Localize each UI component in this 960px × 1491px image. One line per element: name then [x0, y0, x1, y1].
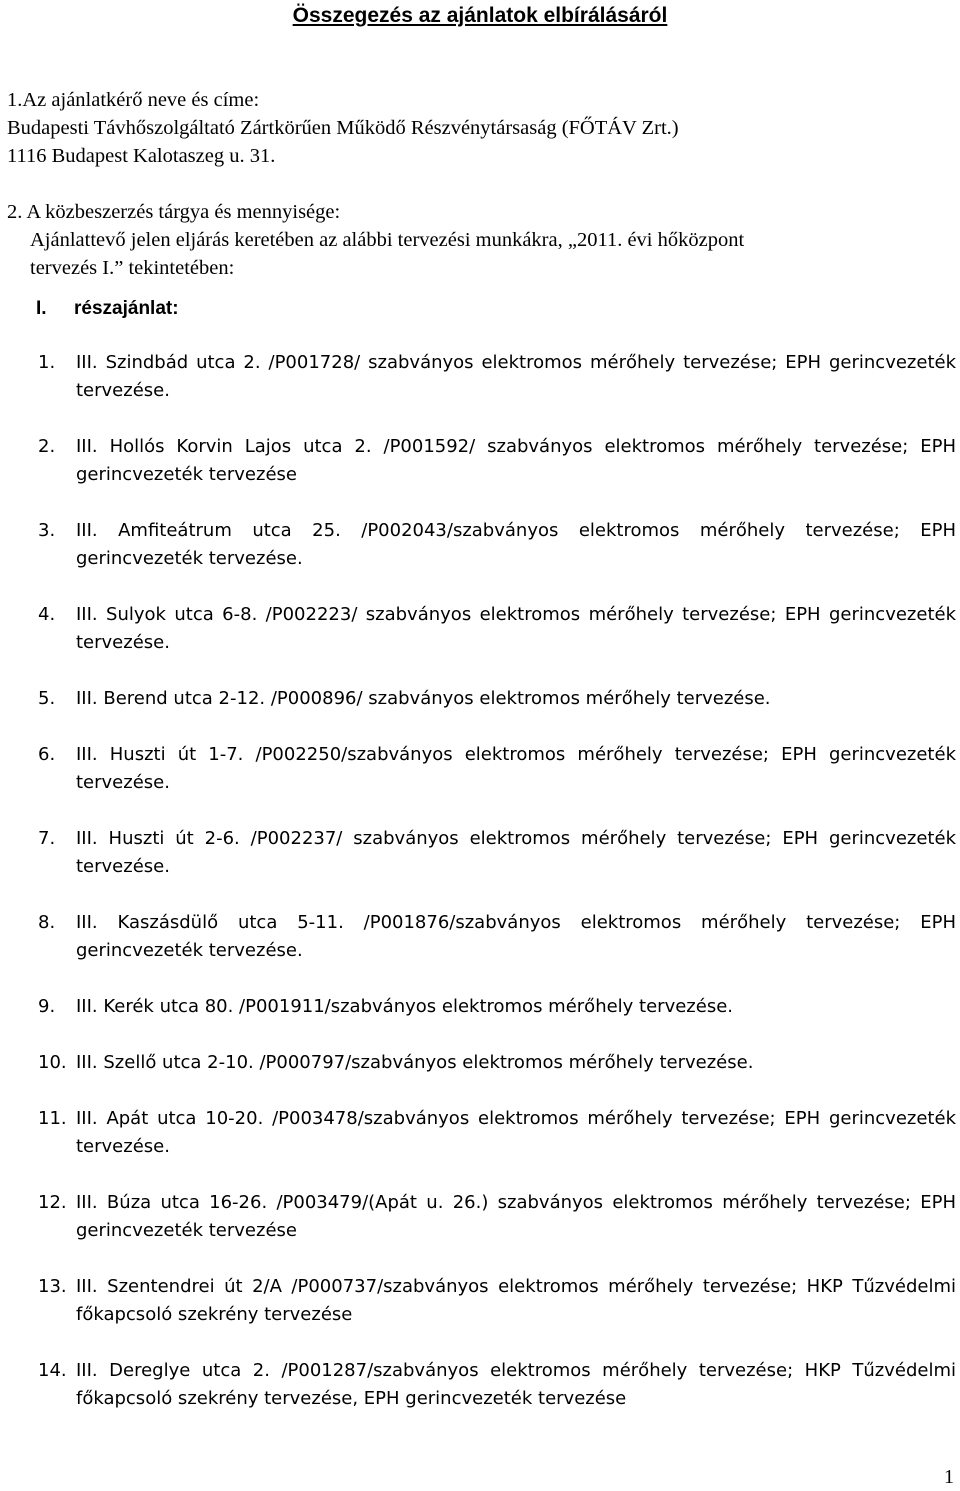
- list-item: [38, 1273, 956, 1329]
- item-number: 6.: [38, 744, 56, 765]
- item-text: III. Dereglye utca 2. /P001287/szabványos elektromos mérőhely tervezése; HKP Tűzvédelmi főkapcsoló szekrény tervezése, EPH gerincvezeték tervezése: [76, 1360, 956, 1409]
- list-item: [38, 601, 956, 657]
- page-title: Összegezés az ajánlatok elbírálásáról: [292, 4, 668, 27]
- lot-heading: [36, 296, 179, 322]
- item-number: 10.: [38, 1052, 67, 1073]
- item-number: 14.: [38, 1360, 67, 1381]
- item-text: III. Berend utca 2-12. /P000896/ szabványos elektromos mérőhely tervezése.: [76, 688, 771, 709]
- item-text: III. Szentendrei út 2/A /P000737/szabványos elektromos mérőhely tervezése; HKP Tűzvédelmi főkapcsoló szekrény tervezése: [76, 1276, 956, 1325]
- list-item: [38, 1049, 956, 1077]
- item-number: 13.: [38, 1276, 67, 1297]
- lot-number: I.: [36, 298, 47, 319]
- item-number: 9.: [38, 996, 56, 1017]
- item-number: 11.: [38, 1108, 67, 1129]
- list-item: [38, 517, 956, 573]
- list-item: [38, 909, 956, 965]
- item-text: III. Szindbád utca 2. /P001728/ szabványos elektromos mérőhely tervezése; EPH gerincvezeték tervezése.: [76, 352, 956, 401]
- item-text: III. Amfiteátrum utca 25. /P002043/szabványos elektromos mérőhely tervezése; EPH gerincvezeték tervezése.: [76, 520, 956, 569]
- list-item: [38, 825, 956, 881]
- section-heading: 2. A közbeszerzés tárgya és mennyisége:: [7, 201, 341, 223]
- subject-line: Ajánlattevő jelen eljárás keretében az alábbi tervezési munkákra, „2011. évi hőközpont: [30, 229, 745, 251]
- list-item: [38, 993, 956, 1021]
- item-text: III. Kerék utca 80. /P001911/szabványos elektromos mérőhely tervezése.: [76, 996, 733, 1017]
- list-item: [38, 1357, 956, 1413]
- item-text: III. Kaszásdülő utca 5-11. /P001876/szabványos elektromos mérőhely tervezése; EPH gerincvezeték tervezése.: [76, 912, 956, 961]
- list-item: [38, 1105, 956, 1161]
- section-contracting-authority: [7, 86, 679, 170]
- section-procurement-subject: [7, 198, 744, 282]
- authority-name: Budapesti Távhőszolgáltató Zártkörűen Működő Részvénytársaság (FŐTÁV Zrt.): [7, 117, 679, 139]
- item-number: 3.: [38, 520, 56, 541]
- item-text: III. Búza utca 16-26. /P003479/(Apát u. 26.) szabványos elektromos mérőhely tervezése; EPH gerincvezeték tervezése: [76, 1192, 956, 1241]
- item-number: 4.: [38, 604, 56, 625]
- list-item: [38, 433, 956, 489]
- item-number: 8.: [38, 912, 56, 933]
- subject-line: tervezés I.” tekintetében:: [30, 257, 235, 279]
- lot-label: részajánlat:: [74, 298, 179, 319]
- item-text: III. Szellő utca 2-10. /P000797/szabványos elektromos mérőhely tervezése.: [76, 1052, 754, 1073]
- item-number: 2.: [38, 436, 56, 457]
- section-heading: 1.Az ajánlatkérő neve és címe:: [7, 89, 260, 111]
- list-item: [38, 685, 956, 713]
- list-item: [38, 349, 956, 405]
- item-text: III. Hollós Korvin Lajos utca 2. /P001592/ szabványos elektromos mérőhely tervezése; EPH gerincvezeték tervezése: [76, 436, 956, 485]
- item-text: III. Huszti út 2-6. /P002237/ szabványos elektromos mérőhely tervezése; EPH gerincvezeték tervezése.: [76, 828, 956, 877]
- item-number: 5.: [38, 688, 56, 709]
- page-number: 1: [944, 1466, 954, 1488]
- item-number: 7.: [38, 828, 56, 849]
- list-item: [38, 741, 956, 797]
- authority-address: 1116 Budapest Kalotaszeg u. 31.: [7, 145, 276, 167]
- item-text: III. Apát utca 10-20. /P003478/szabványos elektromos mérőhely tervezése; EPH gerincvezeték tervezése.: [76, 1108, 956, 1157]
- item-number: 1.: [38, 352, 56, 373]
- item-number: 12.: [38, 1192, 67, 1213]
- item-text: III. Sulyok utca 6-8. /P002223/ szabványos elektromos mérőhely tervezése; EPH gerincvezeték tervezése.: [76, 604, 956, 653]
- item-text: III. Huszti út 1-7. /P002250/szabványos elektromos mérőhely tervezése; EPH gerincvezeték tervezése.: [76, 744, 956, 793]
- list-item: [38, 1189, 956, 1245]
